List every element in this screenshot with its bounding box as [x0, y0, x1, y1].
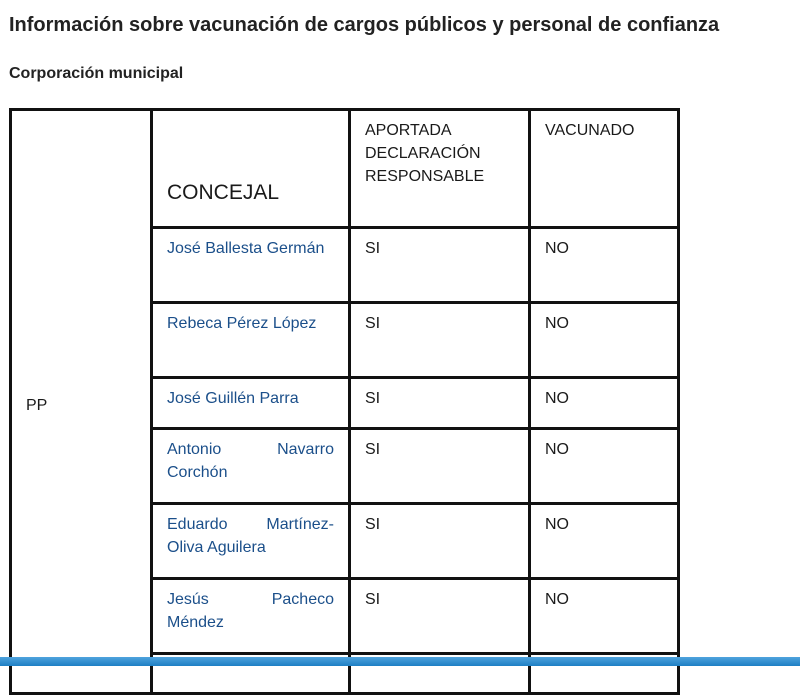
declaracion-cell: SI: [350, 378, 530, 429]
concejal-cell: [152, 228, 350, 303]
footer-bar: [0, 657, 800, 666]
header-row: [11, 110, 679, 228]
declaracion-cell: SI: [350, 429, 530, 504]
concejal-link[interactable]: José Guillén Parra: [167, 390, 299, 407]
header-vacunado: [530, 110, 679, 228]
concejal-link[interactable]: José Ballesta Germán: [167, 240, 325, 257]
vacunado-cell: NO: [530, 228, 679, 303]
declaracion-cell: SI: [350, 228, 530, 303]
declaracion-cell: SI: [350, 303, 530, 378]
vacunado-cell: NO: [530, 303, 679, 378]
declaracion-cell: SI: [350, 504, 530, 579]
vacunado-cell: NO: [530, 504, 679, 579]
concejal-cell: [152, 378, 350, 429]
header-vacunado-label: VACUNADO: [545, 122, 635, 139]
concejal-cell: [152, 504, 350, 579]
page-title: Información sobre vacunación de cargos públicos y personal de confianza: [9, 14, 720, 36]
declaracion-cell: SI: [350, 579, 530, 654]
vacunado-cell: NO: [530, 429, 679, 504]
concejal-link[interactable]: Eduardo Martínez-Oliva Aguilera: [167, 516, 334, 556]
section-title: Corporación municipal: [9, 65, 184, 82]
vacunado-cell: NO: [530, 378, 679, 429]
vaccination-table: [9, 108, 680, 695]
concejal-link[interactable]: Antonio Navarro Corchón: [167, 441, 334, 481]
concejal-link[interactable]: Jesús Pacheco Méndez: [167, 591, 334, 631]
concejal-cell: [152, 579, 350, 654]
party-cell: PP: [11, 110, 152, 694]
concejal-cell: [152, 303, 350, 378]
concejal-cell: [152, 429, 350, 504]
header-concejal: CONCEJAL: [152, 110, 350, 228]
header-declaracion: [350, 110, 530, 228]
header-declaracion-label: APORTADA DECLARACIÓN RESPONSABLE: [365, 122, 485, 185]
vacunado-cell: NO: [530, 579, 679, 654]
concejal-link[interactable]: Rebeca Pérez López: [167, 315, 317, 332]
